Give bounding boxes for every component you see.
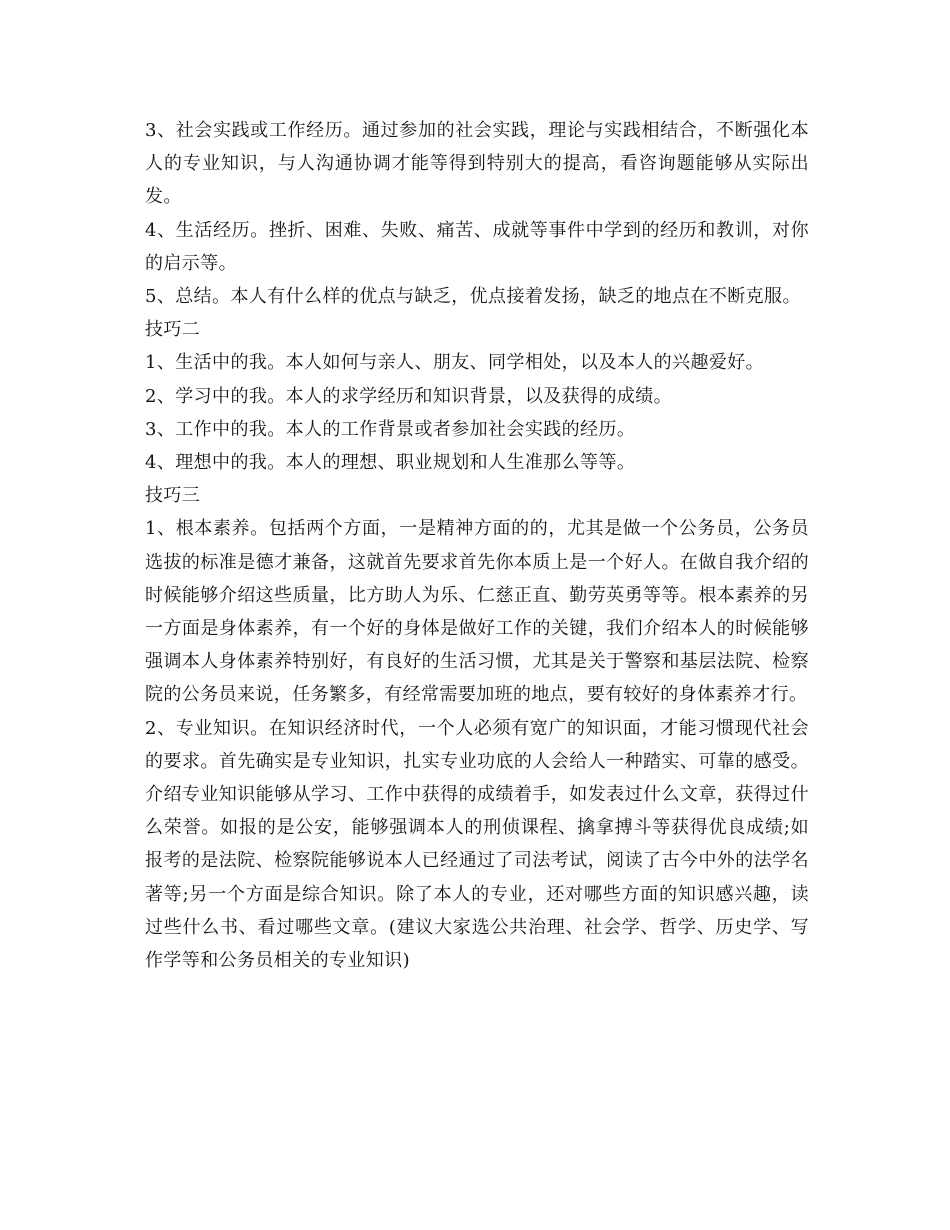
section-heading-tip-two: 技巧二 [145,319,201,341]
paragraph-social-practice: 3、社会实践或工作经历。通过参加的社会实践，理论与实践相结合，不断强化本人的专业知识，与人沟通协调才能等得到特别大的提高，看咨询题能够从实际出发。 [145,120,809,208]
section-heading-tip-three: 技巧三 [145,485,201,507]
paragraph-me-in-study: 2、学习中的我。本人的求学经历和知识背景，以及获得的成绩。 [145,385,673,407]
paragraph-life-experience: 4、生活经历。挫折、困难、失败、痛苦、成就等事件中学到的经历和教训，对你的启示等。 [145,219,809,274]
paragraph-basic-qualities: 1、根本素养。包括两个方面，一是精神方面的的，尤其是做一个公务员，公务员选拔的标准是德才兼备，这就首先要求首先你本质上是一个好人。在做自我介绍的时候能够介绍这些质量，比方助人为乐、仁慈正直、勤劳英勇等等。根本素养的另一方面是身体素养，有一个好的身体是做好工作的关键，我们介绍本人的时候能够强调本人身体素养特别好，有良好的生活习惯，尤其是关于警察和基层法院、检察院的公务员来说，任务繁多，有经常需要加班的地点，要有较好的身体素养才行。 [145,518,809,706]
paragraph-me-at-work: 3、工作中的我。本人的工作背景或者参加社会实践的经历。 [145,418,636,440]
document-body [145,114,809,977]
paragraph-me-in-life: 1、生活中的我。本人如何与亲人、朋友、同学相处，以及本人的兴趣爱好。 [145,352,765,374]
paragraph-summary: 5、总结。本人有什么样的优点与缺乏，优点接着发扬，缺乏的地点在不断克服。 [145,286,801,308]
paragraph-me-in-ideals: 4、理想中的我。本人的理想、职业规划和人生准那么等等。 [145,452,636,474]
paragraph-professional-knowledge: 2、专业知识。在知识经济时代，一个人必须有宽广的知识面，才能习惯现代社会的要求。首先确实是专业知识，扎实专业功底的人会给人一种踏实、可靠的感受。介绍专业知识能够从学习、工作中获得的成绩着手，如发表过什么文章，获得过什么荣誉。如报的是公安，能够强调本人的刑侦课程、擒拿搏斗等获得优良成绩;如报考的是法院、检察院能够说本人已经通过了司法考试，阅读了古今中外的法学名著等;另一个方面是综合知识。除了本人的专业，还对哪些方面的知识感兴趣，读过些什么书、看过哪些文章。(建议大家选公共治理、社会学、哲学、历史学、写作学等和公务员相关的专业知识) [145,717,809,972]
